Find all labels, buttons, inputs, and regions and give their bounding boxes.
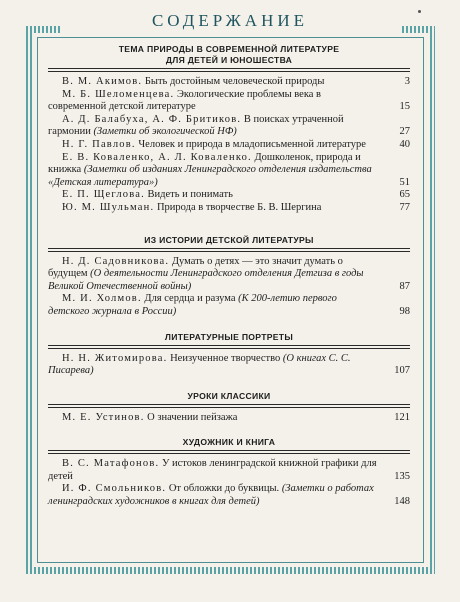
entry-subtitle: (О книгах С. С. Писарева) — [48, 352, 351, 377]
toc-entry[interactable] — [48, 483, 410, 508]
entry-title: У истоков ленинградской книжной графики для детей — [48, 458, 377, 482]
entry-author: М. Б. Шеломенцева. — [62, 88, 175, 100]
entry-author: В. С. Матафонов. — [62, 458, 160, 470]
entry-author: Н. Д. Садовникова. — [62, 255, 170, 267]
entry-page-number: 107 — [394, 365, 410, 377]
toc-entry[interactable] — [48, 139, 410, 152]
toc-entry[interactable] — [48, 152, 410, 190]
entry-author: Ю. М. Шульман. — [62, 201, 155, 213]
entry-page-number: 121 — [394, 411, 410, 423]
section-rule — [48, 345, 410, 349]
entry-title: Думать о детях — это значит думать о будущем — [48, 255, 343, 280]
toc-entry[interactable] — [48, 189, 410, 202]
entry-title: Неизученное творчество — [167, 352, 283, 364]
entry-title: Экологические проблемы века в современной детской литературе — [48, 88, 322, 113]
toc-entry[interactable] — [48, 353, 410, 378]
section-heading: ХУДОЖНИК И КНИГА — [182, 437, 276, 448]
section-heading: ИЗ ИСТОРИИ ДЕТСКОЙ ЛИТЕРАТУРЫ — [144, 234, 314, 245]
entry-page-number: 3 — [404, 76, 410, 87]
toc-entry[interactable] — [48, 76, 410, 89]
toc-entry[interactable] — [48, 293, 410, 318]
entry-title: О значении пейзажа — [144, 411, 238, 423]
ink-spot — [418, 10, 421, 13]
section-rule — [48, 68, 410, 72]
page-title: СОДЕРЖАНИЕ — [60, 6, 400, 36]
entry-title: От обложки до буквицы. — [166, 483, 282, 495]
entry-subtitle: (О деятельности Ленинградского отделения Детгиза в годы Великой Отечественной войны) — [48, 268, 364, 292]
entry-page-number: 40 — [399, 138, 410, 150]
entry-title: Человек и природа в младописьменной литературе — [135, 138, 366, 150]
entry-page-number: 148 — [394, 496, 410, 508]
entry-author: М. Е. Устинов. — [62, 411, 145, 423]
entry-author: М. И. Холмов. — [62, 293, 142, 305]
entry-author: Н. Н. Житомирова. — [62, 352, 168, 364]
entry-title: Дошколенок, природа и книжка — [48, 151, 361, 176]
toc-section — [48, 44, 410, 215]
section-heading: УРОКИ КЛАССИКИ — [187, 390, 271, 401]
section-rule — [48, 450, 410, 454]
entry-subtitle: (Заметки об экологической НФ) — [93, 126, 237, 138]
section-rule — [48, 248, 410, 252]
entry-author: И. Ф. Смольников. — [62, 483, 167, 495]
entry-page-number: 65 — [399, 189, 410, 201]
entry-page-number: 135 — [394, 470, 410, 482]
entry-title: В поисках утраченной гармонии — [48, 113, 344, 138]
entry-subtitle: (К 200-летию первого детского журнала в России) — [48, 293, 337, 317]
entry-subtitle: (Заметки об изданиях Ленинградского отделения издательства «Детская литература») — [48, 164, 372, 188]
entry-subtitle: (Заметки о работах ленинградских художников в книгах для детей) — [48, 483, 374, 508]
entry-title: Быть достойным человеческой природы — [142, 76, 325, 87]
entry-title: Природа в творчестве Б. В. Шергина — [154, 201, 322, 213]
toc-entry[interactable] — [48, 412, 410, 425]
entry-page-number: 27 — [399, 126, 410, 138]
section-heading: ДЛЯ ДЕТЕЙ И ЮНОШЕСТВА — [165, 55, 293, 65]
entry-author: Н. Г. Павлов. — [62, 138, 136, 150]
toc-section — [48, 332, 410, 378]
section-rule — [48, 404, 410, 408]
entry-page-number: 98 — [399, 305, 410, 317]
entry-author: Е. П. Щеглова. — [62, 189, 145, 201]
toc-entry[interactable] — [48, 256, 410, 294]
entry-author: Е. В. Коваленко, А. Л. Коваленко. — [62, 151, 252, 163]
entry-page-number: 51 — [399, 176, 410, 188]
entry-page-number: 77 — [399, 201, 410, 213]
section-heading: ЛИТЕРАТУРНЫЕ ПОРТРЕТЫ — [164, 331, 294, 342]
table-of-contents — [48, 44, 410, 509]
entry-title: Для сердца и разума — [141, 293, 239, 305]
entry-title: Видеть и понимать — [144, 189, 233, 201]
toc-section — [48, 235, 410, 319]
toc-entry[interactable] — [48, 202, 410, 215]
toc-entry[interactable] — [48, 89, 410, 114]
toc-entry[interactable] — [48, 114, 410, 139]
toc-section — [48, 391, 410, 425]
entry-page-number: 15 — [399, 101, 410, 113]
entry-author: А. Д. Балабуха, А. Ф. Бритиков. — [62, 113, 242, 125]
section-heading: ТЕМА ПРИРОДЫ В СОВРЕМЕННОЙ ЛИТЕРАТУРЕ — [118, 44, 340, 54]
entry-page-number: 87 — [399, 280, 410, 292]
entry-author: В. М. Акимов. — [62, 76, 143, 87]
toc-section — [48, 437, 410, 508]
toc-entry[interactable] — [48, 458, 410, 483]
